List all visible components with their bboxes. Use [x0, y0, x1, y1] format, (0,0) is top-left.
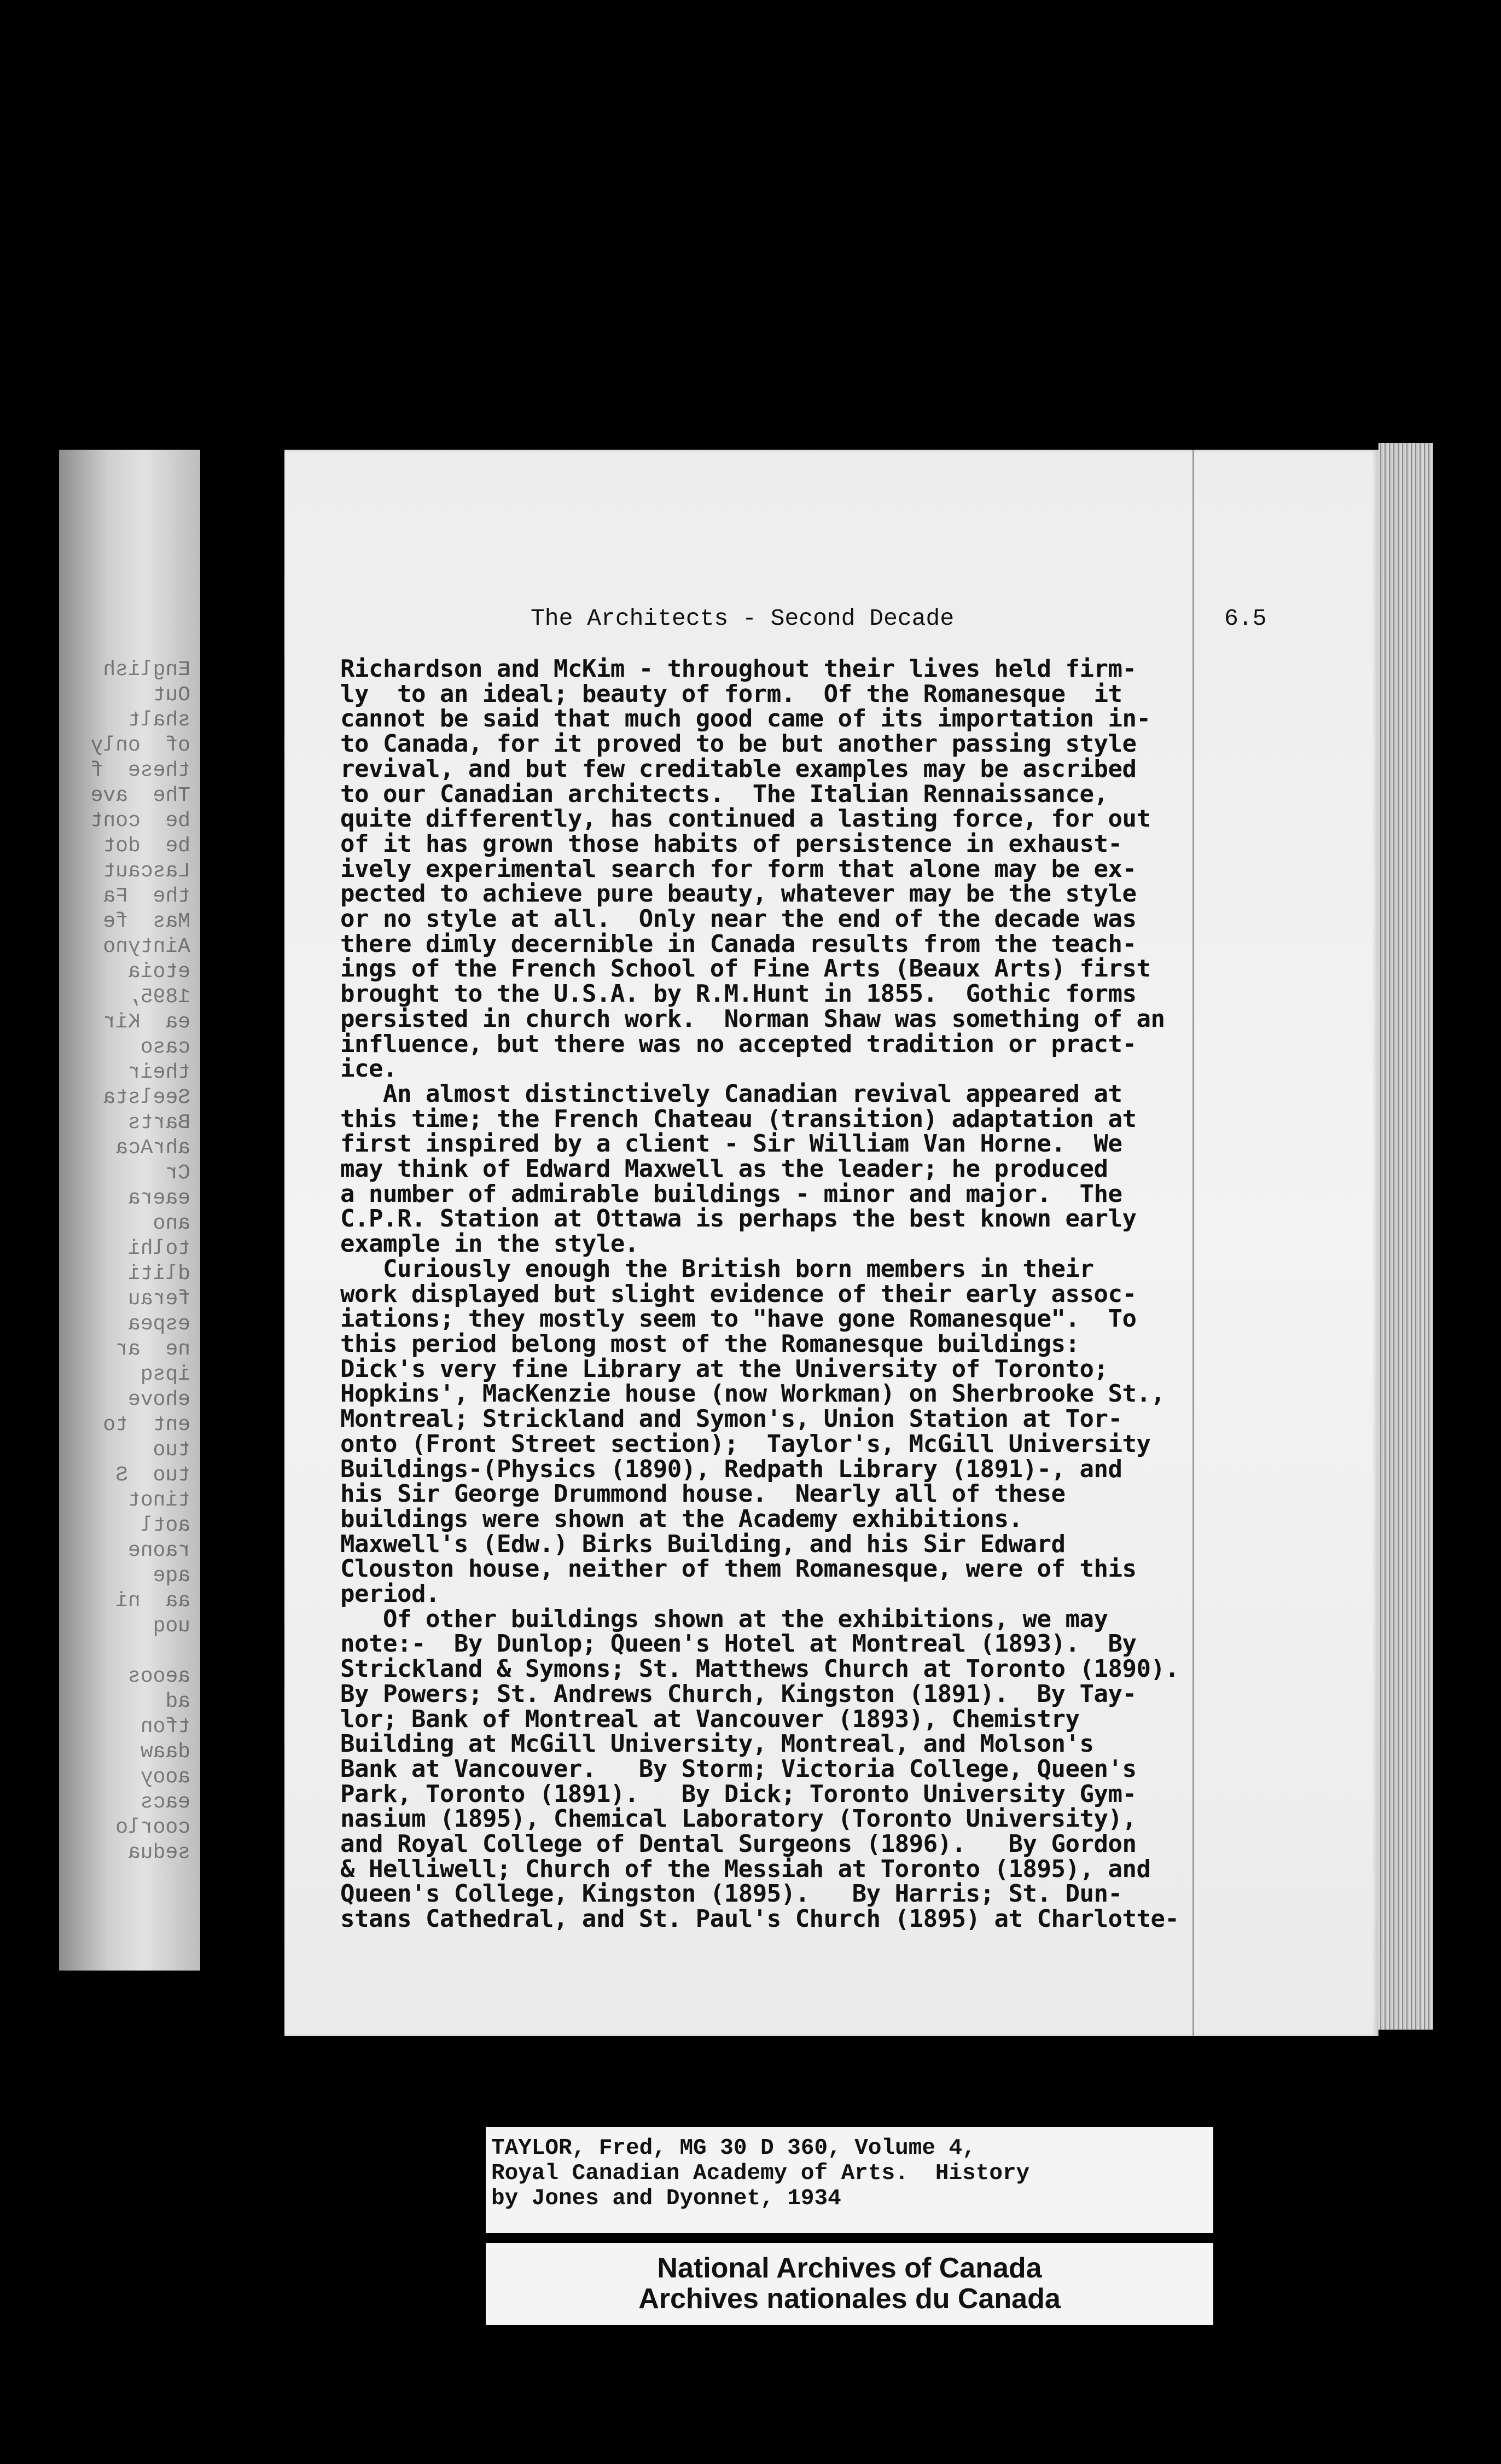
text-line: ings of the French School of Fine Arts (Beaux Arts) first — [340, 955, 1151, 983]
text-line: his Sir George Drummond house. Nearly all of these — [340, 1480, 1066, 1508]
archive-name-en: National Archives of Canada — [657, 2252, 1042, 2284]
archive-name-fr: Archives nationales du Canada — [638, 2283, 1061, 2315]
text-line: a number of admirable buildings - minor and major. The — [340, 1179, 1122, 1208]
text-line: nasium (1895), Chemical Laboratory (Toronto University), — [340, 1805, 1137, 1833]
text-line: stans Cathedral, and St. Paul's Church (1895) at Charlotte- — [340, 1905, 1179, 1933]
text-line: and Royal College of Dental Surgeons (1896). By Gordon — [340, 1830, 1137, 1858]
text-line: lor; Bank of Montreal at Vancouver (1893), Chemistry — [340, 1705, 1080, 1733]
text-line: Building at McGill University, Montreal, and Molson's — [340, 1730, 1094, 1758]
text-line: of it has grown those habits of persistence in exhaust- — [340, 829, 1122, 858]
caption-line: TAYLOR, Fred, MG 30 D 360, Volume 4, — [491, 2136, 976, 2161]
text-line: Curiously enough the British born members in their — [340, 1254, 1094, 1283]
text-line: ice. — [340, 1055, 397, 1083]
caption-line: Royal Canadian Academy of Arts. History — [491, 2161, 1030, 2186]
bleed-through-text: English Out shalt of only these f The ave be cont be dot Lascaut the Fa Mas fe Aintyno etoia 1895, ea Kir caso their Seelsta Barts ahrAca Cr eaera ano tolhi dliti ferau espea ne ar ipsq ehove ent to tuo tuo S tinot aotl raone aqe aa ni uoq aeoos ad tfon daaw aooy eacs coorlo sedua — [90, 658, 190, 1864]
text-line: buildings were shown at the Academy exhibitions. — [340, 1504, 1023, 1533]
text-line: Montreal; Strickland and Symon's, Union Station at Tor- — [340, 1405, 1122, 1433]
text-line: Buildings-(Physics (1890), Redpath Library (1891)-, and — [340, 1455, 1122, 1483]
text-line: Bank at Vancouver. By Storm; Victoria College, Queen's — [340, 1754, 1137, 1783]
text-line: revival, and but few creditable examples may be ascribed — [340, 754, 1137, 783]
text-line: & Helliwell; Church of the Messiah at Toronto (1895), and — [340, 1855, 1151, 1883]
text-line: Maxwell's (Edw.) Birks Building, and his Sir Edward — [340, 1530, 1066, 1558]
text-line: Dick's very fine Library at the University of Toronto; — [340, 1355, 1108, 1383]
text-line: onto (Front Street section); Taylor's, McGill University — [340, 1429, 1151, 1458]
text-line: By Powers; St. Andrews Church, Kingston (1891). By Tay- — [340, 1680, 1137, 1708]
text-line: An almost distinctively Canadian revival appeared at — [340, 1079, 1122, 1108]
text-line: influence, but there was no accepted tradition or pract- — [340, 1030, 1137, 1058]
text-line: Park, Toronto (1891). By Dick; Toronto University Gym- — [340, 1780, 1137, 1808]
page-number: 6.5 — [1224, 605, 1267, 632]
body-text — [340, 656, 1215, 1932]
archive-label — [486, 2243, 1213, 2325]
running-head: The Architects - Second Decade — [531, 605, 955, 632]
text-line: Strickland & Symons; St. Matthews Church at Toronto (1890). — [340, 1655, 1179, 1683]
source-caption — [486, 2127, 1213, 2233]
text-line: iations; they mostly seem to "have gone Romanesque". To — [340, 1305, 1137, 1333]
text-line: ly to an ideal; beauty of form. Of the Romanesque it — [340, 679, 1122, 708]
text-line: cannot be said that much good came of its importation in- — [340, 705, 1151, 733]
text-line: period. — [340, 1580, 440, 1608]
text-line: ively experimental search for form that alone may be ex- — [340, 855, 1137, 883]
text-line: quite differently, has continued a lasting force, for out — [340, 805, 1151, 833]
text-line: Of other buildings shown at the exhibitions, we may — [340, 1605, 1108, 1633]
text-line: Clouston house, neither of them Romanesque, were of this — [340, 1555, 1137, 1583]
text-line: example in the style. — [340, 1230, 639, 1258]
text-line: persisted in church work. Norman Shaw was something of an — [340, 1004, 1165, 1033]
text-line: Richardson and McKim - throughout their lives held firm- — [340, 655, 1137, 683]
text-line: may think of Edward Maxwell as the leader; he produced — [340, 1155, 1108, 1183]
text-line: or no style at all. Only near the end of the decade was — [340, 905, 1137, 933]
text-line: pected to achieve pure beauty, whatever may be the style — [340, 880, 1137, 908]
text-line: to our Canadian architects. The Italian Rennaissance, — [340, 780, 1108, 808]
text-line: to Canada, for it proved to be but another passing style — [340, 730, 1137, 758]
text-line: this period belong most of the Romanesque buildings: — [340, 1329, 1080, 1358]
text-line: there dimly decernible in Canada results from the teach- — [340, 929, 1137, 958]
text-line: work displayed but slight evidence of their early assoc- — [340, 1280, 1137, 1308]
text-line: C.P.R. Station at Ottawa is perhaps the best known early — [340, 1205, 1137, 1233]
text-line: this time; the French Chateau (transition) adaptation at — [340, 1105, 1137, 1133]
text-line: brought to the U.S.A. by R.M.Hunt in 1855. Gothic forms — [340, 980, 1137, 1008]
text-line: first inspired by a client - Sir William Van Horne. We — [340, 1130, 1122, 1158]
text-line: note:- By Dunlop; Queen's Hotel at Montreal (1893). By — [340, 1630, 1137, 1658]
caption-line: by Jones and Dyonnet, 1934 — [491, 2186, 841, 2211]
book-page-edges — [1378, 443, 1433, 2030]
text-line: Queen's College, Kingston (1895). By Harris; St. Dun- — [340, 1880, 1122, 1908]
facing-page-edge — [59, 450, 200, 1971]
text-line: Hopkins', MacKenzie house (now Workman) on Sherbrooke St., — [340, 1380, 1165, 1408]
